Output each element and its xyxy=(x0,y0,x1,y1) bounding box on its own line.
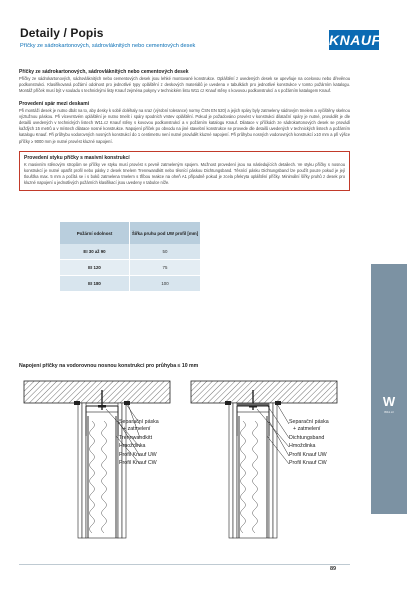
label-uw-profile: Profil Knauf UW xyxy=(289,452,327,458)
label-filler: + zatmelení xyxy=(293,426,321,432)
fire-resistance-table xyxy=(60,222,200,292)
footer-divider xyxy=(19,564,350,565)
table-header-cell: Požární odolnost xyxy=(60,222,130,244)
section-drawing xyxy=(22,376,172,541)
table-cell: EI 120 xyxy=(60,260,130,275)
section-title: Příčky ze sádrokartonových, sádrovláknitých nebo cementových desek xyxy=(19,69,189,75)
content xyxy=(19,69,350,197)
label-separation-tape: Separační páska xyxy=(289,419,329,425)
label-anchor: Hmoždinka xyxy=(289,443,316,449)
table-cell: 75 xyxy=(162,265,168,270)
section-drawing xyxy=(189,376,339,541)
detail-drawing-left xyxy=(22,376,172,541)
table-cell: EI 180 xyxy=(60,276,130,291)
table-row xyxy=(60,260,200,276)
table-cell: 100 xyxy=(161,281,169,286)
table-cell: EI 30 až 90 xyxy=(60,244,130,259)
table-row xyxy=(60,244,200,260)
table-header-cell: Šířka pruhu pod UW profil [mm] xyxy=(131,230,199,236)
logo-text: KNAUF xyxy=(329,32,381,48)
page-header xyxy=(0,0,407,60)
knauf-logo xyxy=(329,30,379,50)
label-cw-profile: Profil Knauf CW xyxy=(289,460,327,466)
section-tab xyxy=(371,264,407,514)
section-joints xyxy=(19,101,350,145)
label-filler: + zatmelení xyxy=(123,426,151,432)
section-text: Příčky ze sádrokartonových, sádrovláknitých nebo cementových desek jsou lehké montované konstrukce. Opláštění z uvedených desek se upevňuje na ocelovou nebo dřevěnou podkonstrukci. Klasifikovaná požární odolnost pro jednotlivé typy opláštění z deskových materiálů je uvedena v tabulkách pro jednotlivé konstrukce v tomto požárním katalogu. Montáž příček musí být v souladu s technickými listy Knauf zejména pokyny v technickém listu W11 cz Knauf stěny s kovovou podkonstrukcí a s požárním katalogem Knauf. xyxy=(19,76,350,94)
page-subtitle: Příčky ze sádrokartonových, sádrovláknitých nebo cementových desek xyxy=(20,43,196,49)
section-text: K masivním stěnovým stropům se příčky ve styku musí provést s pevně zatmeleným spojem. Možnost provedení jsou na následujících detailech. Ve styku příčky s nosnou konstrukcí je nutné opatřit profil nebo pásky z desek tmelem Trennwandkitt nebo těsnící páskou Dichtungsband. Těsnící pásku Dichtungsband lze použít pouze pokud je její tloušťka max. 5 mm a počítá se i s boků zatmelena tmelem s tříbou reakce na oheň A1 případně pokud je zcela překryta opláštění příčky. Minimální šířky pruhů z desek pro kluzné napojení u jednotlivých požárních klasifikací jsou uvedeny v tabulce níže. xyxy=(24,161,345,186)
label-separation-tape: Separační páska xyxy=(119,419,159,425)
detail-drawing-right xyxy=(189,376,339,541)
table-body xyxy=(60,244,200,292)
section-tab-letter: W xyxy=(382,394,396,409)
section-text: Při montáži desek je nutno dbát na to, aby desky k sobě doléhaly na sraz (výrobní tolerance) normy ČSN EN 520) a jejich spáry byly zatmeleny sádrovým tmelem a vyčištěny skelnou výztužnou páskou. Při vícevrstvém opláštění je nutno tmelit i spáry spodních vrstev opláštění. Pokud je požadováno provést v konstrukci dilatační spáry je nutné, provádět je dle detailů uvedených v technických listech W11.cz Knauf stěny s kovovou podkonstrukcí a v požárním katalogu Knauf. Dilatace v příčkách ze sádrokartonových desek se provádí každých 15 metrů a v místech dilatace nosné konstrukce. Napojení příček po obvodu na jiné stavební konstrukce se provede dle detailů uvedených v technických listech a požárním katalogu Knauf. Při průhybu vodorovných nosných konstrukcí do 1 centimetru není nutné provádět kluzné napojení. Při průhybu nosných vodorovných konstrukcí ≥10 mm a při výšce příčky ≥ 9000 mm je nutné provést kluzné napojení. xyxy=(19,107,350,144)
label-dichtungsband: Dichtungsband xyxy=(289,435,325,441)
section-title: Provedení spár mezi deskami xyxy=(19,100,90,107)
label-anchor: Hmoždinka xyxy=(119,443,146,449)
label-cw-profile: Profil Knauf CW xyxy=(119,460,157,466)
table-header xyxy=(60,222,200,244)
section-intro xyxy=(19,69,350,95)
section-highlight-box xyxy=(19,151,350,191)
page-title: Detaily / Popis xyxy=(20,26,104,40)
diagram-title: Napojení příčky na vodorovnou nosnou konstrukci pro průhyba ≤ 10 mm xyxy=(19,363,199,369)
page-number: 89 xyxy=(330,566,337,572)
section-tab-sub: W11.cz xyxy=(384,410,394,414)
table-cell: 50 xyxy=(162,249,168,254)
section-title: Provedení styku příčky s masivní konstrukcí xyxy=(24,154,130,161)
label-trennwandkitt: Trennwandkitt xyxy=(119,435,153,441)
table-row xyxy=(60,276,200,292)
label-uw-profile: Profil Knauf UW xyxy=(119,452,157,458)
